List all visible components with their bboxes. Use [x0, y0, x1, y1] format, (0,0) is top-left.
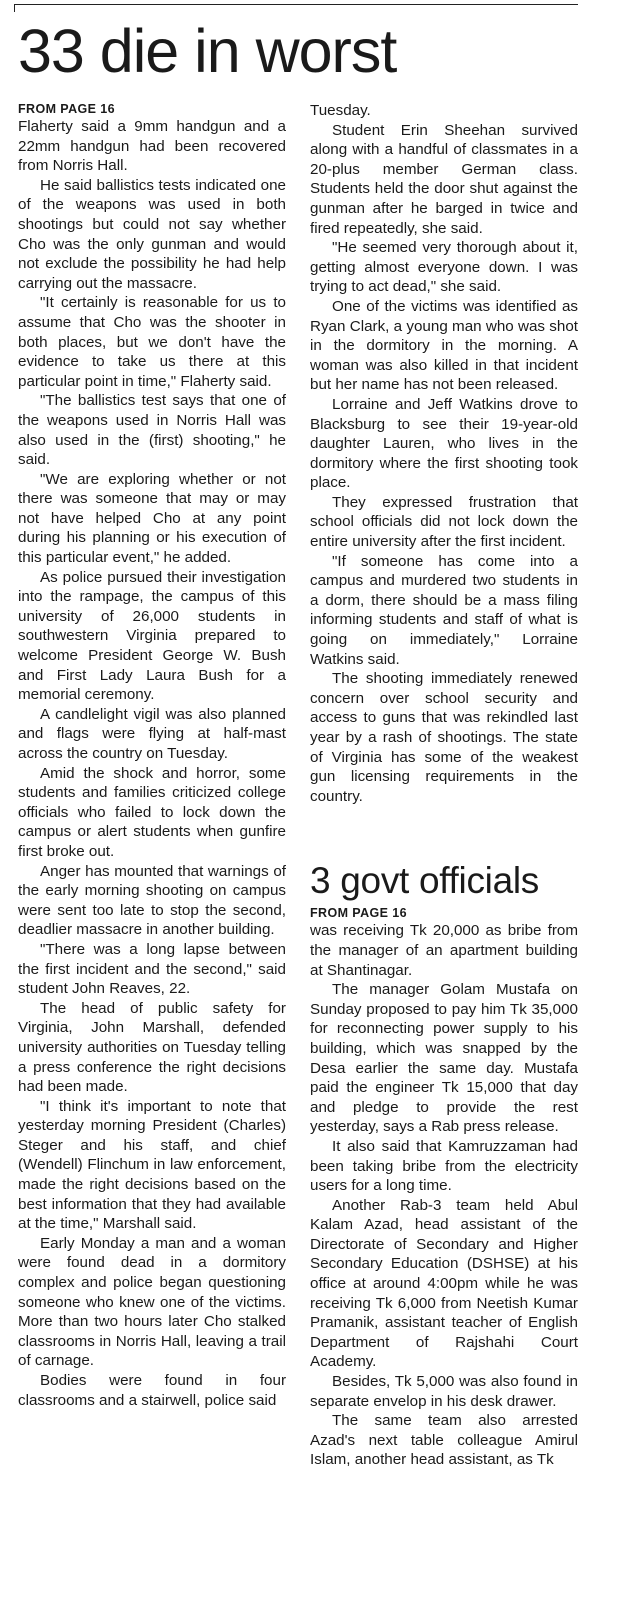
top-rule — [14, 4, 578, 5]
article-paragraph: Amid the shock and horror, some students and families criticized college officials who failed to lock down the campus or alert students when gunfire first broke out. — [18, 764, 286, 860]
article-paragraph: One of the victims was identified as Ryan Clark, a young man who was shot in the dormitory in the morning. A woman was also killed in that incident but her name has not been released. — [310, 297, 578, 394]
article-paragraph: As police pursued their investigation into the rampage, the campus of this university of 26,000 students in southwestern Virginia prepared to welcome President George W. Bush and First Lady Laura Bush for a memorial ceremony. — [18, 568, 286, 704]
article-paragraph: "It certainly is reasonable for us to assume that Cho was the shooter in both places, but we don't have the evidence to take us there at this particular point in time," Flaherty said. — [18, 294, 286, 390]
article-paragraph: Anger has mounted that warnings of the early morning shooting on campus were sent too late to stop the second, deadlier massacre in another building. — [18, 862, 286, 939]
article-paragraph: They expressed frustration that school officials did not lock down the entire university after the first incident. — [310, 493, 578, 551]
article-paragraph: Student Erin Sheehan survived along with a handful of classmates in a 20-plus member German class. Students held the door shut against the gunman after he barged in twice and fired repeatedly, she said. — [310, 121, 578, 237]
article-paragraph: It also said that Kamruzzaman had been taking bribe from the electricity users for a long time. — [310, 1137, 578, 1195]
article-paragraph: was receiving Tk 20,000 as bribe from the manager of an apartment building at Shantinagar. — [310, 922, 578, 979]
story1-headline: 33 die in worst — [18, 17, 397, 85]
article-paragraph: The manager Golam Mustafa on Sunday proposed to pay him Tk 35,000 for reconnecting power supply to his building, which was snapped by the Desa earlier the same day. Mustafa paid the engineer Tk 15,000 that day and pledge to provide the rest yesterday, says a Rab press release. — [310, 981, 578, 1136]
story1-column-1 — [18, 101, 286, 1410]
article-paragraph: Bodies were found in four classrooms and a stairwell, police said — [18, 1372, 286, 1409]
article-paragraph: Besides, Tk 5,000 was also found in separate envelop in his desk drawer. — [310, 1373, 578, 1410]
article-paragraph: He said ballistics tests indicated one of the weapons was used in both shootings but could not say whether Cho was the only gunman and would not exclude the possibility he had help carrying out the massacre. — [18, 176, 286, 292]
article-paragraph: A candlelight vigil was also planned and flags were flying at half-mast across the country on Tuesday. — [18, 705, 286, 762]
article-paragraph: Lorraine and Jeff Watkins drove to Blacksburg to see their 19-year-old daughter Lauren, who lives in the dormitory where the first shooting took place. — [310, 395, 578, 492]
story1-kicker: FROM PAGE 16 — [18, 102, 115, 116]
article-paragraph: The same team also arrested Azad's next table colleague Amirul Islam, another head assistant, as Tk — [310, 1412, 578, 1469]
article-paragraph: Flaherty said a 9mm handgun and a 22mm handgun had been recovered from Norris Hall. — [18, 118, 286, 175]
story2-headline: 3 govt officials — [310, 860, 539, 902]
article-paragraph: The shooting immediately renewed concern over school security and access to guns that was rekindled last year by a rash of shootings. The state of Virginia has some of the weakest gun licensing requirements in the country. — [310, 670, 578, 805]
top-rule-tick — [14, 4, 15, 12]
article-paragraph: "If someone has come into a campus and murdered two students in a dorm, there should be a mass filing informing students and staff of what is going on immediately," Lorraine Watkins said. — [310, 552, 578, 668]
article-paragraph: "We are exploring whether or not there was someone that may or may not have helped Cho at any point during his planning or his execution of this particular event," he added. — [18, 470, 286, 567]
article-paragraph: "The ballistics test says that one of the weapons used in Norris Hall was also used in the (first) shooting," he said. — [18, 392, 286, 469]
story2-kicker: FROM PAGE 16 — [310, 906, 407, 921]
article-paragraph: "He seemed very thorough about it, getting almost everyone down. I was trying to act dead," she said. — [310, 239, 578, 296]
article-paragraph: "There was a long lapse between the first incident and the second," said student John Reaves, 22. — [18, 940, 286, 998]
article-paragraph: Another Rab-3 team held Abul Kalam Azad, head assistant of the Directorate of Secondary and Higher Secondary Education (DSHSE) at his office at around 4:00pm while he was receiving Tk 6,000 from Neetish Kumar Pramanik, assistant teacher of English Department of Rajshahi Court Academy. — [310, 1196, 578, 1371]
article-paragraph: Tuesday. — [310, 102, 371, 119]
article-paragraph: The head of public safety for Virginia, John Marshall, defended university authorities on Tuesday telling a press conference the right decisions had been made. — [18, 999, 286, 1096]
article-paragraph: Early Monday a man and a woman were found dead in a dormitory complex and police began questioning someone who knew one of the victims. More than two hours later Cho stalked classrooms in Norris Hall, leaving a trail of carnage. — [18, 1234, 286, 1370]
story1-column-2 — [310, 101, 578, 1470]
article-paragraph: "I think it's important to note that yesterday morning President (Charles) Steger and his staff, and chief (Wendell) Flinchum in law enforcement, made the right decisions based on the best information that they had available at the time," Marshall said. — [18, 1097, 286, 1233]
